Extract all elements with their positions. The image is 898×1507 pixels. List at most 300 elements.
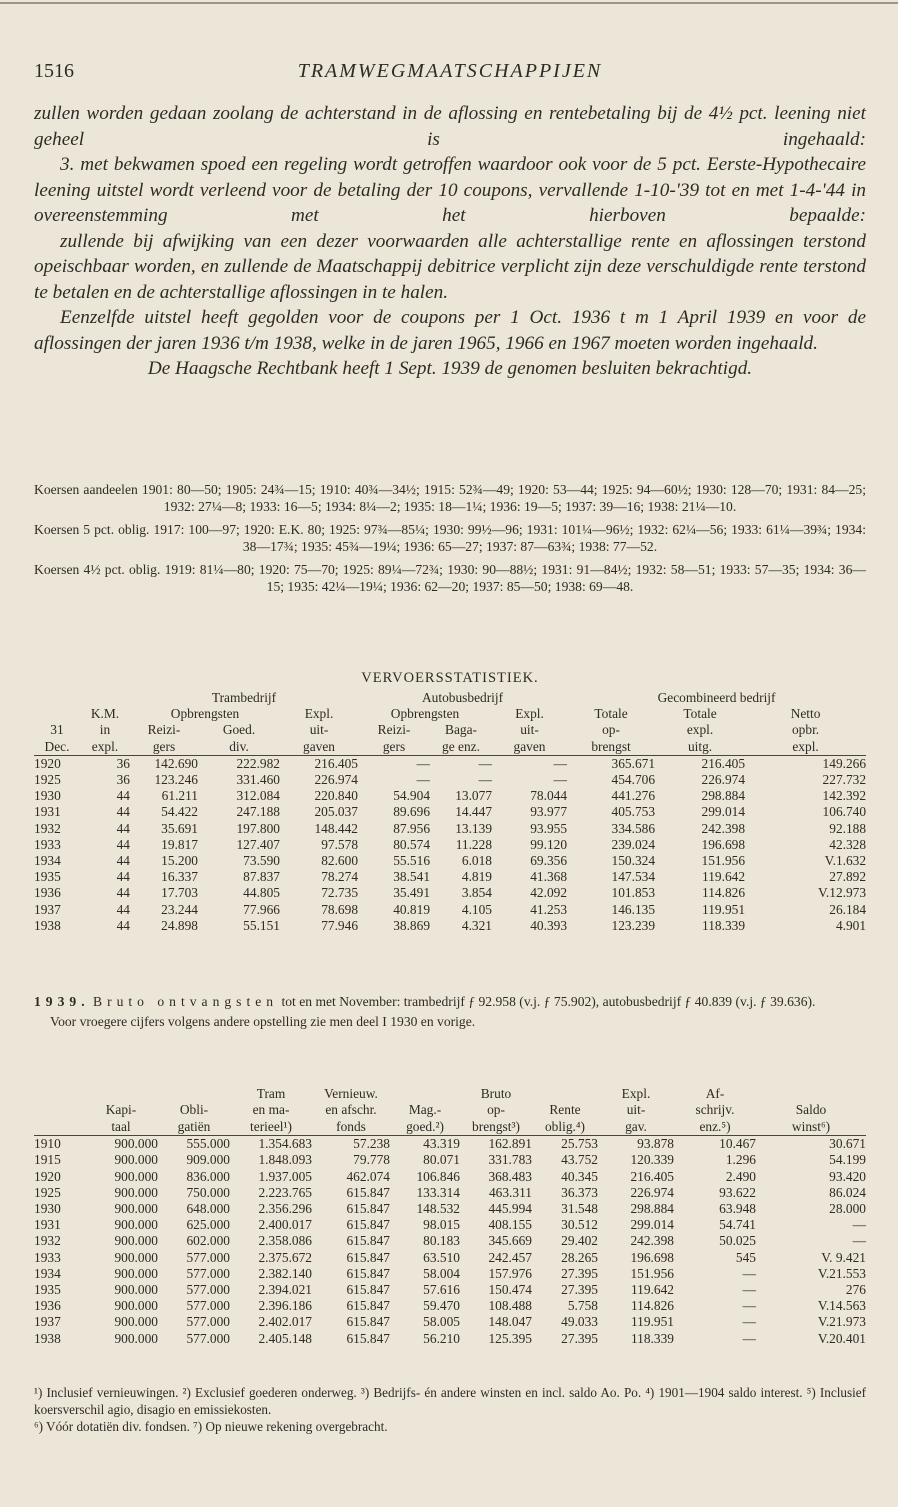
table-cell: 44 [116, 901, 130, 917]
header-row [34, 1102, 866, 1118]
table-cell: 836.000 [186, 1168, 230, 1184]
table-row [34, 853, 866, 869]
table-cell: 900.000 [114, 1249, 158, 1265]
table-cell: 1925 [34, 772, 61, 788]
table-cell: 157.976 [488, 1265, 532, 1281]
vervoer-table [34, 690, 866, 934]
table-cell: 298.884 [630, 1201, 674, 1217]
table-cell: 4.105 [461, 901, 493, 917]
col-head: Opbrengsten [170, 706, 240, 722]
table-cell: 78.698 [321, 901, 359, 917]
table-cell: 1936 [34, 885, 61, 901]
table-cell: 2.375.672 [258, 1249, 312, 1265]
col-head: 31 [50, 722, 64, 738]
table-cell: V.21.553 [817, 1265, 866, 1281]
table-cell: 1934 [34, 1265, 61, 1281]
table-cell: 615.847 [346, 1201, 390, 1217]
table-cell: 1915 [34, 1152, 61, 1168]
table-row [34, 1314, 866, 1330]
table-cell: 146.135 [611, 901, 656, 917]
table-cell: 78.274 [321, 869, 359, 885]
col-head: winst⁶) [756, 1119, 866, 1136]
table-cell: 80.071 [423, 1152, 460, 1168]
col-head: Rente [549, 1102, 581, 1118]
table-cell: 54.199 [829, 1152, 866, 1168]
table-row [34, 1217, 866, 1233]
table-cell: 57.238 [353, 1136, 390, 1152]
table-cell: — [742, 1298, 756, 1314]
table-cell: 44 [116, 820, 130, 836]
col-head: Tram [256, 1086, 286, 1101]
table-cell: 38.541 [393, 869, 431, 885]
table-cell: 89.696 [393, 804, 431, 820]
paragraph: 3. met bekwamen spoed een regeling wordt getroffen waardoor ook voor de 5 pct. Eerste-Hypothecaire leening uitstel wordt verleend voor de betaling der 10 coupons, vervallende 1-10-'39 tot en met 1-4-'44 in overeenstemming met het hierboven bepaalde: [34, 154, 866, 226]
table-cell: 106.740 [822, 804, 867, 820]
table-cell: V.14.563 [817, 1298, 866, 1314]
bruto-year: 1939. [34, 994, 90, 1009]
table-cell: 205.037 [314, 804, 359, 820]
table-cell: 242.457 [488, 1249, 532, 1265]
table-cell: — [478, 772, 493, 788]
table-cell: 247.188 [236, 804, 280, 820]
table-cell: 50.025 [719, 1233, 756, 1249]
table-cell: 1932 [34, 1233, 61, 1249]
table-cell: V.1.632 [824, 853, 867, 869]
table-cell: 93.878 [637, 1136, 674, 1152]
table-cell: 1.354.683 [258, 1136, 312, 1152]
col-head [34, 1086, 84, 1102]
table-cell: 149.266 [822, 755, 867, 771]
table-cell: 615.847 [346, 1217, 390, 1233]
table-cell: 4.819 [461, 869, 493, 885]
table-row [34, 804, 866, 820]
table-cell: 577.000 [186, 1330, 230, 1346]
table-cell: — [553, 772, 568, 788]
col-head: taal [84, 1119, 158, 1136]
table-row [34, 885, 866, 901]
footnote: ⁶) Vóór dotatiën div. fondsen. ⁷) Op nieuwe rekening overgebracht. [34, 1419, 388, 1434]
col-head: gav. [598, 1119, 674, 1136]
table-cell: 1.848.093 [258, 1152, 312, 1168]
bruto-label: Bruto ontvangsten [93, 994, 279, 1009]
col-head [532, 1086, 598, 1102]
table-cell: V. 9.421 [821, 1249, 866, 1265]
table-row [34, 1331, 866, 1347]
table-cell: 93.977 [530, 804, 568, 820]
table-cell: 79.778 [353, 1152, 390, 1168]
table-row [34, 772, 866, 788]
col-head: op- [487, 1102, 505, 1118]
table-cell: 331.460 [236, 772, 280, 788]
table-cell: 1934 [34, 853, 61, 869]
table-cell: — [478, 755, 493, 771]
col-head: Expl. [515, 706, 544, 722]
table-cell: 44 [116, 853, 130, 869]
col-head: en ma- [252, 1102, 290, 1118]
koersen-5pct: Koersen 5 pct. oblig. 1917: 100—97; 1920: E.K. 80; 1925: 97¾—85¼; 1930: 99½—96; 1931: 101¼—96½; 1932: 62¼—56; 1933: 61¼—39¾; 1934: 38—17¾; 1935: 45¾—19¼; 1936: 65—27; 1937: 87—63¾; 1938: 77—52. [34, 522, 866, 554]
col-head [34, 1119, 84, 1136]
table-cell: 35.691 [161, 820, 198, 836]
table-cell: 615.847 [346, 1184, 390, 1200]
table-cell: 114.826 [702, 885, 746, 901]
table-cell: 242.398 [630, 1233, 674, 1249]
table-cell: 1935 [34, 869, 61, 885]
col-head: en afschr. [325, 1102, 377, 1118]
table-cell: 57.616 [423, 1282, 460, 1298]
table-cell: 119.951 [702, 901, 746, 917]
col-head: K.M. [90, 706, 120, 722]
table-cell: 545 [735, 1249, 756, 1265]
table-row [34, 1185, 866, 1201]
table-cell: 454.706 [611, 772, 656, 788]
table-cell: 900.000 [114, 1168, 158, 1184]
table-cell: 150.324 [611, 853, 656, 869]
table-cell: 2.382.140 [258, 1265, 312, 1281]
table-cell: 69.356 [530, 853, 568, 869]
col-head [84, 1086, 158, 1102]
table-cell: 345.669 [488, 1233, 532, 1249]
table-cell: 408.155 [488, 1217, 532, 1233]
table-cell: 226.974 [630, 1184, 674, 1200]
table-cell: 13.139 [455, 820, 493, 836]
group-header-tram: Trambedrijf [211, 690, 277, 705]
top-rule [0, 2, 898, 4]
col-head: uit- [626, 1102, 646, 1118]
table-cell: 2.490 [725, 1168, 756, 1184]
paragraph: zullende bij afwijking van een dezer voorwaarden alle achterstallige rente en aflossingen terstond opeischbaar worden, en zullende de Maatschappij debitrice verplicht zijn deze verschuldigde rente terstond te betalen en de achterstallige aflossingen in te halen. [34, 230, 866, 303]
group-header-auto: Autobusbedrijf [421, 690, 504, 705]
table-cell: 2.223.765 [258, 1184, 312, 1200]
table-cell: 368.483 [488, 1168, 532, 1184]
table-cell: 299.014 [630, 1217, 674, 1233]
table-cell: 1925 [34, 1184, 61, 1200]
col-head: Totale [594, 706, 628, 722]
table-cell: 72.735 [321, 885, 359, 901]
table-cell: 239.024 [611, 836, 656, 852]
table-cell: 59.470 [423, 1298, 460, 1314]
table-cell: 10.467 [719, 1136, 756, 1152]
table-row [34, 1169, 866, 1185]
col-head: gatiën [158, 1119, 230, 1136]
table-row [34, 1282, 866, 1298]
table-cell: 648.000 [186, 1201, 230, 1217]
table-cell: 49.033 [561, 1314, 598, 1330]
table-cell: 42.328 [829, 836, 867, 852]
table-cell: 334.586 [611, 820, 656, 836]
table-cell: 44 [116, 788, 130, 804]
col-head [34, 1102, 84, 1118]
table-cell: 119.642 [630, 1282, 674, 1298]
table-cell: 1920 [34, 755, 61, 771]
col-head: Af- [705, 1086, 725, 1101]
table-cell: 615.847 [346, 1233, 390, 1249]
table-cell: 106.846 [416, 1168, 460, 1184]
table-cell: 147.534 [611, 869, 656, 885]
table-cell: 93.420 [829, 1168, 866, 1184]
table-cell: 14.447 [455, 804, 493, 820]
table-cell: 13.077 [455, 788, 493, 804]
table-cell: 615.847 [346, 1298, 390, 1314]
table-cell: 3.854 [461, 885, 493, 901]
table-row [34, 1250, 866, 1266]
col-head: uitg. [655, 739, 745, 756]
table-cell: 43.319 [423, 1136, 460, 1152]
table-cell: 900.000 [114, 1201, 158, 1217]
col-head: enz.⁵) [674, 1119, 756, 1136]
table-cell: 77.966 [243, 901, 280, 917]
table-cell: 93.955 [530, 820, 568, 836]
table-row [34, 1201, 866, 1217]
table-cell: 2.358.086 [258, 1233, 312, 1249]
table-cell: 441.276 [611, 788, 656, 804]
table-cell: 42.092 [530, 885, 568, 901]
table-cell: 56.210 [423, 1330, 460, 1346]
table-cell: 73.590 [243, 853, 280, 869]
table-cell: 900.000 [114, 1314, 158, 1330]
table-row [34, 837, 866, 853]
col-head: expl. [80, 739, 130, 756]
table-cell: 1937 [34, 901, 61, 917]
table-cell: 16.337 [161, 869, 198, 885]
table-cell: 30.671 [829, 1136, 866, 1152]
table-cell: 27.395 [561, 1282, 598, 1298]
table-cell: 119.642 [702, 869, 746, 885]
table-cell: 23.244 [161, 901, 198, 917]
table-cell: 216.405 [314, 755, 359, 771]
table-cell: 80.183 [423, 1233, 460, 1249]
table-cell: 5.758 [567, 1298, 598, 1314]
table-cell: 98.015 [423, 1217, 460, 1233]
col-head [158, 1086, 230, 1102]
col-head: Opbrengsten [390, 706, 460, 722]
table-cell: 222.982 [236, 755, 280, 771]
table-cell: — [553, 755, 568, 771]
table-cell: 1932 [34, 820, 61, 836]
table-cell: 227.732 [822, 772, 867, 788]
table-cell: — [742, 1314, 756, 1330]
bruto-1939-section [34, 993, 866, 1030]
col-head: ge enz. [430, 739, 492, 756]
table-cell: 55.151 [243, 917, 280, 933]
page-header [34, 60, 866, 88]
bruto-note: Voor vroegere cijfers volgens andere opstelling zie men deel I 1930 en vorige. [50, 1014, 476, 1029]
table-cell: 120.339 [630, 1152, 674, 1168]
table-cell: 54.741 [719, 1217, 756, 1233]
table-cell: 44 [116, 885, 130, 901]
table-cell: 63.948 [719, 1201, 756, 1217]
table-row [34, 1152, 866, 1168]
col-head: Baga- [445, 722, 477, 738]
col-head: opbr. [791, 722, 820, 738]
table-cell: 2.396.186 [258, 1298, 312, 1314]
col-head [34, 706, 80, 722]
table-cell: 44 [116, 836, 130, 852]
table-cell: 900.000 [114, 1152, 158, 1168]
table-cell: 40.393 [530, 917, 568, 933]
table-cell: 27.395 [561, 1330, 598, 1346]
col-head: gers [130, 739, 198, 756]
table-cell: 615.847 [346, 1282, 390, 1298]
table-cell: 99.120 [530, 836, 568, 852]
table-cell: 555.000 [186, 1136, 230, 1152]
table-cell: 463.311 [488, 1184, 532, 1200]
col-head: Vernieuw. [324, 1086, 378, 1101]
table-cell: 900.000 [114, 1217, 158, 1233]
col-head: gaven [280, 739, 358, 756]
table-cell: 615.847 [346, 1330, 390, 1346]
table-cell: 87.837 [243, 869, 280, 885]
table-cell: 196.698 [701, 836, 746, 852]
table-cell: 1.937.005 [258, 1168, 312, 1184]
table-cell: 312.084 [236, 788, 280, 804]
table-cell: 114.826 [630, 1298, 674, 1314]
table-cell: 151.956 [630, 1265, 674, 1281]
col-head: Expl. [621, 1086, 651, 1101]
table-cell: 15.200 [161, 853, 198, 869]
table-cell: 54.422 [161, 804, 198, 820]
table-cell: 28.265 [561, 1249, 598, 1265]
header-row [34, 1086, 866, 1102]
table-cell: 577.000 [186, 1249, 230, 1265]
group-header-gecomb: Gecombineerd bedrijf [657, 690, 776, 705]
table-cell: 27.892 [829, 869, 867, 885]
table-cell: 197.800 [236, 820, 280, 836]
table-cell: 1920 [34, 1168, 61, 1184]
table-cell: 29.402 [561, 1233, 598, 1249]
table-cell: 63.510 [423, 1249, 460, 1265]
table-cell: 276 [845, 1282, 866, 1298]
table-cell: V.12.973 [817, 885, 867, 901]
table-cell: 615.847 [346, 1249, 390, 1265]
table-cell: 148.442 [314, 820, 359, 836]
table-cell: 19.817 [161, 836, 198, 852]
table-cell: 123.246 [154, 772, 198, 788]
paragraph: zullen worden gedaan zoolang de achterstand in de aflossing en rentebetaling bij de 4½ pct. leening niet geheel is ingehaald: [34, 103, 866, 150]
col-head: uit- [309, 722, 329, 738]
table-row [34, 1266, 866, 1282]
table-cell: — [416, 772, 431, 788]
table-cell: 1938 [34, 1330, 61, 1346]
table-cell: 750.000 [186, 1184, 230, 1200]
table-row [34, 821, 866, 837]
col-head: Obli- [179, 1102, 209, 1118]
table-cell: 25.753 [561, 1136, 598, 1152]
table-cell: 119.951 [630, 1314, 674, 1330]
col-head: expl. [745, 739, 866, 756]
col-head: Reizi- [377, 722, 411, 738]
col-head: Kapi- [105, 1102, 137, 1118]
table-cell: 2.394.021 [258, 1282, 312, 1298]
table-cell: 216.405 [630, 1168, 674, 1184]
table-cell: 1930 [34, 1201, 61, 1217]
col-head: div. [198, 739, 280, 756]
col-head: Saldo [795, 1102, 827, 1118]
table-cell: 151.956 [701, 853, 746, 869]
table-cell: — [742, 1282, 756, 1298]
table-cell: V.21.973 [817, 1314, 866, 1330]
table-cell: 405.753 [611, 804, 656, 820]
col-head: terieel¹) [230, 1119, 312, 1136]
table-cell: 1910 [34, 1136, 61, 1152]
table-cell: 142.690 [154, 755, 198, 771]
table-cell: 127.407 [236, 836, 280, 852]
table-cell: 148.047 [488, 1314, 532, 1330]
table-cell: 36.373 [561, 1184, 598, 1200]
table-cell: 900.000 [114, 1233, 158, 1249]
table-cell: — [742, 1330, 756, 1346]
table-cell: 28.000 [829, 1201, 866, 1217]
table-cell: 43.752 [561, 1152, 598, 1168]
table-cell: 44 [116, 804, 130, 820]
table-cell: 1930 [34, 788, 61, 804]
table-cell: 86.024 [829, 1184, 866, 1200]
col-head: oblig.⁴) [532, 1119, 598, 1136]
table-cell: 577.000 [186, 1265, 230, 1281]
header-row [34, 1119, 866, 1136]
bruto-text: tot en met November: trambedrijf ƒ 92.958 (v.j. ƒ 75.902), autobusbedrijf ƒ 40.839 (v.j. ƒ 39.636). [278, 994, 816, 1009]
table-cell: 577.000 [186, 1298, 230, 1314]
table-cell: 900.000 [114, 1136, 158, 1152]
table-cell: 44 [116, 869, 130, 885]
table-cell: V.20.401 [817, 1330, 866, 1346]
table-row [34, 1136, 866, 1153]
intro-text [34, 101, 866, 382]
table-cell: 118.339 [630, 1330, 674, 1346]
col-head: Dec. [34, 739, 80, 756]
table-cell: 2.402.017 [258, 1314, 312, 1330]
table-cell: 36 [116, 772, 130, 788]
table-cell: 11.228 [455, 836, 493, 852]
table-cell: 900.000 [114, 1330, 158, 1346]
col-head: fonds [312, 1119, 390, 1136]
col-head: brengst³) [460, 1119, 532, 1136]
table-cell: 123.239 [611, 917, 656, 933]
col-head: op- [602, 722, 620, 738]
col-head: brengst [567, 739, 655, 756]
table-cell: 1933 [34, 1249, 61, 1265]
page-number: 1516 [34, 60, 74, 82]
table-cell: 1935 [34, 1282, 61, 1298]
table-cell: 61.211 [161, 788, 198, 804]
table-cell: 118.339 [702, 917, 746, 933]
table-cell: 77.946 [321, 917, 359, 933]
table-cell: 625.000 [186, 1217, 230, 1233]
table-cell: 97.578 [321, 836, 359, 852]
table-cell: 41.368 [530, 869, 568, 885]
table-cell: 2.400.017 [258, 1217, 312, 1233]
col-head: in [99, 722, 111, 738]
table-cell: 150.474 [488, 1282, 532, 1298]
table-cell: 58.005 [423, 1314, 460, 1330]
table-cell: 40.345 [561, 1168, 598, 1184]
table-cell: 44.805 [243, 885, 280, 901]
table-cell: 44 [116, 917, 130, 933]
table-cell: — [742, 1265, 756, 1281]
table-cell: 1931 [34, 1217, 61, 1233]
table-cell: 331.783 [488, 1152, 532, 1168]
table-cell: 220.840 [314, 788, 359, 804]
table-cell: 54.904 [393, 788, 431, 804]
table-cell: 162.891 [488, 1136, 532, 1152]
table-cell: 900.000 [114, 1282, 158, 1298]
table-cell: 108.488 [488, 1298, 532, 1314]
col-head [756, 1086, 866, 1102]
table-cell: 78.044 [530, 788, 568, 804]
table-cell: 1933 [34, 836, 61, 852]
table-cell: 226.974 [314, 772, 359, 788]
table-cell: 30.512 [561, 1217, 598, 1233]
table-cell: — [852, 1233, 866, 1249]
